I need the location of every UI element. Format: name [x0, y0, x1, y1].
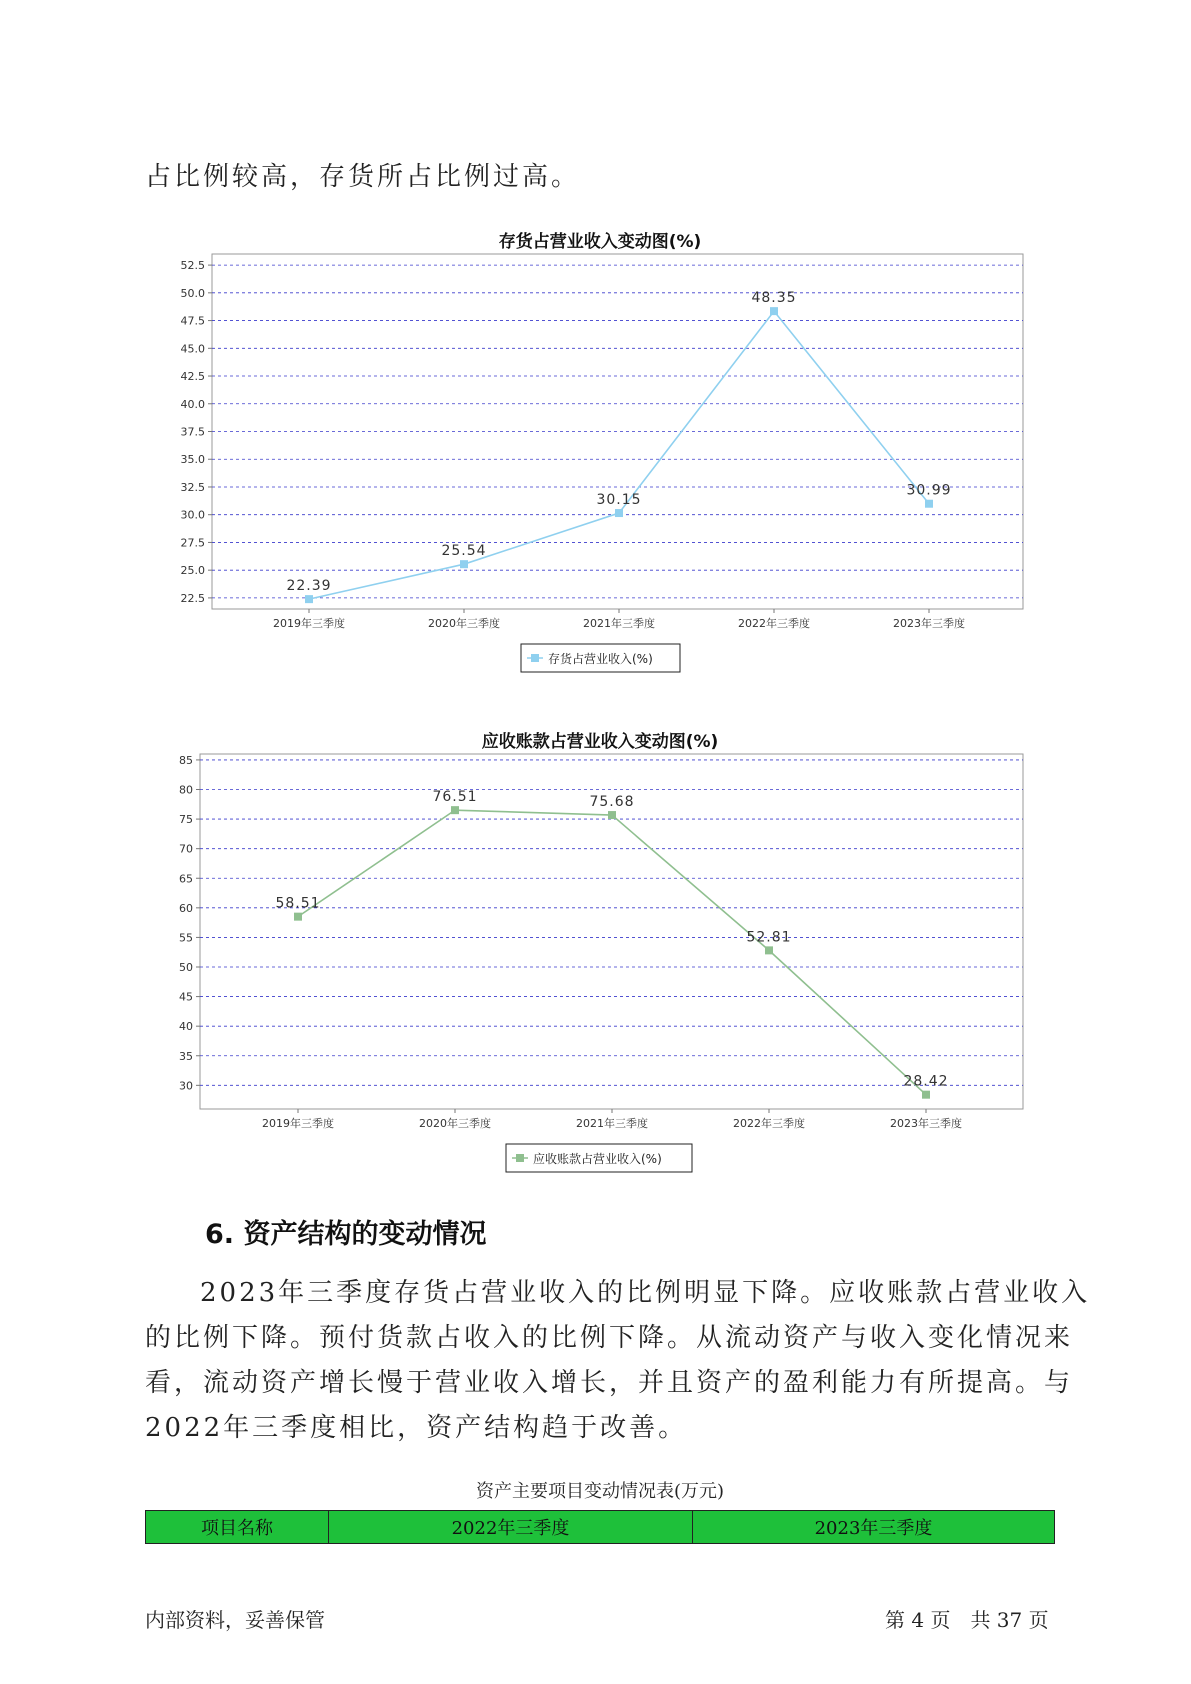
legend-label: 应收账款占营业收入(%): [533, 1152, 662, 1166]
y-tick-label: 45.0: [180, 342, 205, 356]
y-tick-label: 35: [179, 1049, 193, 1063]
body-line-3: 看，流动资产增长慢于营业收入增长，并且资产的盈利能力有所提高。与: [145, 1368, 1074, 1398]
data-label: 22.39: [286, 578, 332, 595]
x-category-label: 2023年三季度: [893, 617, 965, 630]
legend-marker-swatch: [531, 654, 539, 662]
body-line-2: 的比例下降。预付货款占收入的比例下降。从流动资产与收入变化情况来: [145, 1323, 1074, 1353]
footer-confidential-note: 内部资料，妥善保管: [145, 1608, 325, 1632]
y-tick-label: 35.0: [180, 453, 205, 467]
data-label: 25.54: [441, 543, 487, 560]
y-tick-label: 70: [179, 842, 193, 856]
y-tick-label: 42.5: [180, 370, 205, 384]
data-point-marker: [615, 509, 623, 517]
data-point-marker: [294, 913, 302, 921]
y-tick-label: 22.5: [180, 591, 205, 605]
table-header-item-name: 项目名称: [146, 1511, 329, 1544]
y-tick-label: 50.0: [180, 286, 205, 300]
data-label: 75.68: [589, 794, 635, 811]
data-point-marker: [765, 946, 773, 954]
data-point-marker: [922, 1091, 930, 1099]
data-point-marker: [451, 806, 459, 814]
y-tick-label: 37.5: [180, 425, 205, 439]
data-point-marker: [925, 500, 933, 508]
x-category-label: 2019年三季度: [262, 1117, 334, 1130]
body-line-4: 2022年三季度相比，资产结构趋于改善。: [145, 1413, 688, 1443]
inventory-ratio-chart: [0, 240, 1191, 680]
y-tick-label: 40: [179, 1020, 193, 1034]
x-category-label: 2023年三季度: [890, 1117, 962, 1130]
intro-line: 占比例较高，存货所占比例过高。: [145, 162, 581, 192]
y-tick-label: 47.5: [180, 314, 205, 328]
y-tick-label: 45: [179, 990, 193, 1004]
body-line-1: 2023年三季度存货占营业收入的比例明显下降。应收账款占营业收入: [200, 1278, 1091, 1308]
data-label: 28.42: [903, 1073, 949, 1090]
x-category-label: 2022年三季度: [733, 1117, 805, 1130]
data-point-marker: [460, 560, 468, 568]
x-category-label: 2020年三季度: [428, 617, 500, 630]
x-category-label: 2021年三季度: [583, 617, 655, 630]
data-label: 76.51: [432, 789, 478, 806]
chart-title-inventory: 存货占营业收入变动图(%): [498, 232, 702, 252]
y-tick-label: 85: [179, 753, 193, 767]
table-caption: 资产主要项目变动情况表(万元): [475, 1481, 725, 1502]
x-category-label: 2022年三季度: [738, 617, 810, 630]
y-tick-label: 55: [179, 931, 193, 945]
data-point-marker: [608, 811, 616, 819]
footer-page-number: 第 4 页 共 37 页: [885, 1608, 1049, 1632]
x-category-label: 2020年三季度: [419, 1117, 491, 1130]
y-tick-label: 32.5: [180, 480, 205, 494]
y-tick-label: 50: [179, 961, 193, 974]
legend-marker-swatch: [516, 1154, 524, 1162]
y-tick-label: 65: [179, 872, 193, 886]
y-tick-label: 30: [179, 1079, 193, 1093]
y-tick-label: 25.0: [180, 564, 205, 578]
y-tick-label: 30.0: [180, 508, 205, 522]
chart-title-receivables: 应收账款占营业收入变动图(%): [481, 732, 719, 752]
data-point-marker: [770, 307, 778, 315]
table-header-2022q3: 2022年三季度: [329, 1511, 693, 1544]
asset-change-table: [145, 1510, 1055, 1544]
y-tick-label: 80: [179, 783, 193, 797]
data-point-marker: [305, 595, 313, 603]
receivables-ratio-chart: [0, 740, 1191, 1180]
y-tick-label: 75: [179, 813, 193, 827]
table-header-row: [146, 1511, 1055, 1544]
x-category-label: 2019年三季度: [273, 617, 345, 630]
y-tick-label: 60: [179, 901, 193, 915]
y-tick-label: 40.0: [180, 397, 205, 411]
y-tick-label: 27.5: [180, 536, 205, 550]
section-heading: 6. 资产结构的变动情况: [205, 1219, 487, 1250]
data-label: 30.99: [906, 482, 952, 499]
table-header-2023q3: 2023年三季度: [693, 1511, 1055, 1544]
y-tick-label: 52.5: [180, 259, 205, 273]
data-label: 52.81: [746, 929, 792, 946]
x-category-label: 2021年三季度: [576, 1117, 648, 1130]
data-label: 30.15: [596, 492, 642, 509]
data-label: 48.35: [751, 290, 797, 307]
legend-label: 存货占营业收入(%): [548, 652, 653, 666]
data-label: 58.51: [275, 895, 321, 912]
